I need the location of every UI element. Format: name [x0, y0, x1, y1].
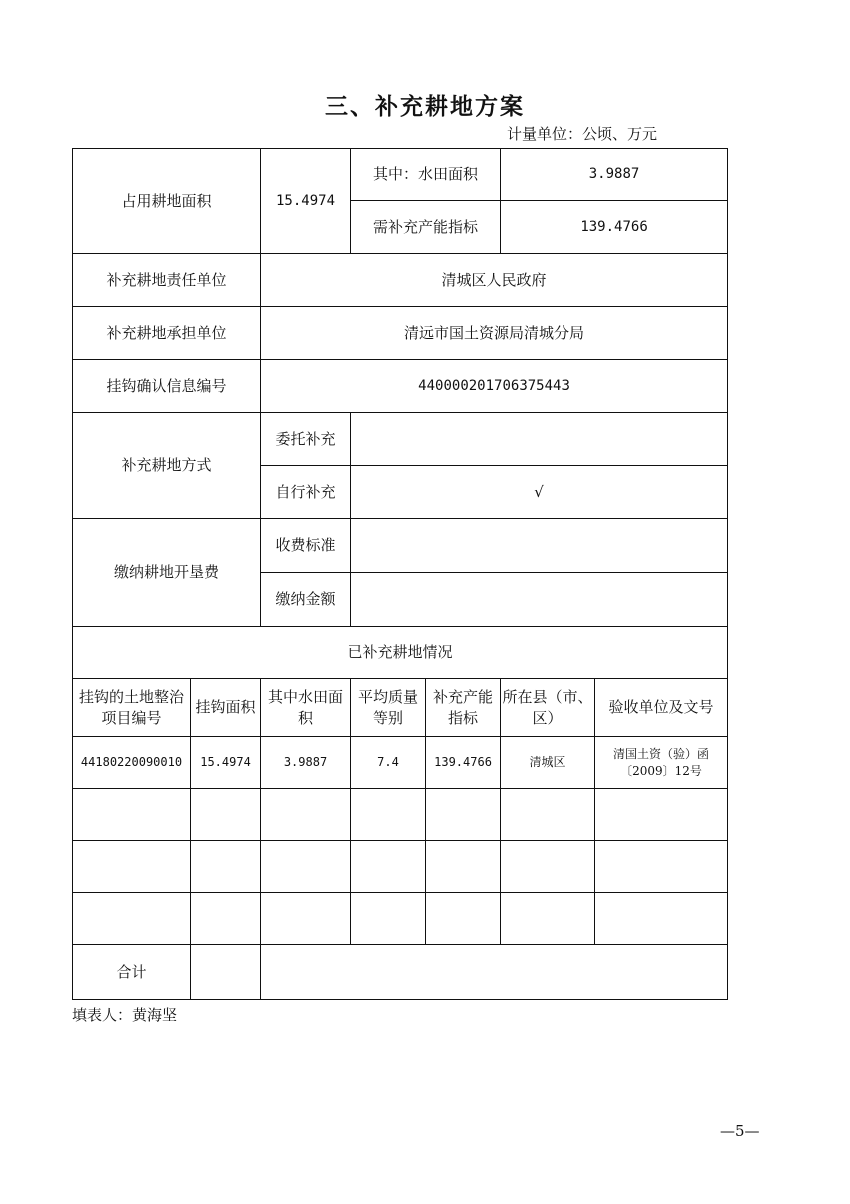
cell-acceptance-unit: 清国土资（验）函〔2009〕12号: [595, 737, 728, 789]
cell-paddy-area: [261, 893, 351, 945]
cell-project-number: 44180220090010: [73, 737, 191, 789]
entrust-label: 委托补充: [261, 413, 351, 466]
cell-capacity-index: 139.4766: [426, 737, 501, 789]
total-rest: [261, 945, 728, 1000]
cell-quality-grade: [351, 893, 426, 945]
paddy-area-value: 3.9887: [501, 149, 728, 201]
fee-standard-label: 收费标准: [261, 519, 351, 573]
undertaker-unit-value: 清远市国土资源局清城分局: [261, 307, 728, 360]
cell-capacity-index: [426, 841, 501, 893]
total-label: 合计: [73, 945, 191, 1000]
supplement-farmland-table: [72, 148, 728, 1000]
cell-project-number: [73, 789, 191, 841]
fee-label: 缴纳耕地开垦费: [73, 519, 261, 627]
page-number: —5—: [720, 1122, 760, 1140]
cell-project-number: [73, 893, 191, 945]
cell-linked-area: [191, 893, 261, 945]
fee-amount-label: 缴纳金额: [261, 573, 351, 627]
table-row: [73, 737, 728, 789]
fee-amount-value: [351, 573, 728, 627]
cell-linked-area: [191, 841, 261, 893]
cell-quality-grade: [351, 841, 426, 893]
cell-linked-area: 15.4974: [191, 737, 261, 789]
capacity-index-value: 139.4766: [501, 201, 728, 254]
cell-paddy-area: [261, 841, 351, 893]
cell-capacity-index: [426, 893, 501, 945]
header-acceptance-unit: 验收单位及文号: [595, 679, 728, 737]
cell-county: [501, 789, 595, 841]
cell-county: [501, 841, 595, 893]
self-label: 自行补充: [261, 466, 351, 519]
cell-acceptance-unit: [595, 789, 728, 841]
cell-linked-area: [191, 789, 261, 841]
undertaker-unit-label: 补充耕地承担单位: [73, 307, 261, 360]
unit-note: 计量单位：公顷、万元: [506, 125, 657, 143]
confirm-number-value: 440000201706375443: [261, 360, 728, 413]
cell-paddy-area: 3.9887: [261, 737, 351, 789]
total-row: [73, 945, 728, 1000]
table-row: [73, 893, 728, 945]
cell-capacity-index: [426, 789, 501, 841]
cell-paddy-area: [261, 789, 351, 841]
self-check-value: √: [351, 466, 728, 519]
occupied-area-value: 15.4974: [261, 149, 351, 254]
cell-quality-grade: 7.4: [351, 737, 426, 789]
occupied-area-label: 占用耕地面积: [73, 149, 261, 254]
page-title: 三、补充耕地方案: [325, 94, 525, 120]
paddy-area-label: 其中：水田面积: [351, 149, 501, 201]
cell-county: [501, 893, 595, 945]
filler-name: 填表人：黄海坚: [72, 1006, 178, 1024]
table-row: [73, 841, 728, 893]
header-paddy-area: 其中水田面积: [261, 679, 351, 737]
cell-acceptance-unit: [595, 841, 728, 893]
table-row: [73, 789, 728, 841]
capacity-index-label: 需补充产能指标: [351, 201, 501, 254]
fee-standard-value: [351, 519, 728, 573]
cell-county: 清城区: [501, 737, 595, 789]
header-quality-grade: 平均质量等别: [351, 679, 426, 737]
header-capacity-index: 补充产能指标: [426, 679, 501, 737]
header-linked-area: 挂钩面积: [191, 679, 261, 737]
responsible-unit-value: 清城区人民政府: [261, 254, 728, 307]
header-project-number: 挂钩的土地整治项目编号: [73, 679, 191, 737]
total-area: [191, 945, 261, 1000]
method-label: 补充耕地方式: [73, 413, 261, 519]
cell-project-number: [73, 841, 191, 893]
supplemented-section-title: 已补充耕地情况: [73, 627, 728, 679]
entrust-value: [351, 413, 728, 466]
cell-acceptance-unit: [595, 893, 728, 945]
cell-quality-grade: [351, 789, 426, 841]
header-county: 所在县（市、区）: [501, 679, 595, 737]
confirm-number-label: 挂钩确认信息编号: [73, 360, 261, 413]
responsible-unit-label: 补充耕地责任单位: [73, 254, 261, 307]
